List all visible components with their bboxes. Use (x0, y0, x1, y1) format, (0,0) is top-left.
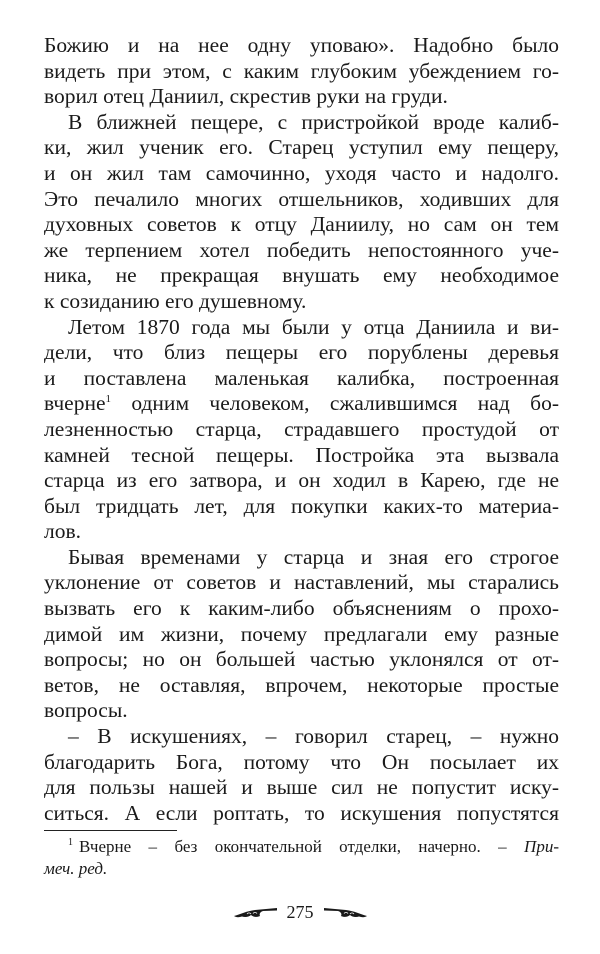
footnote-attribution: При- (524, 837, 559, 856)
footnote-line (44, 836, 559, 858)
text-line: был тридцать лет, для покупки каких-то материа- (44, 493, 559, 518)
page-body (44, 33, 559, 826)
text-line: камней тесной пещеры. Постройка эта вызвала (44, 442, 559, 467)
text-line: и он жил там самочинно, уходя часто и надолго. (44, 160, 559, 185)
text-line-with-footnote-ref (44, 391, 559, 417)
paragraph-start-line: Летом 1870 года мы были у отца Даниила и ви- (68, 314, 559, 339)
text-line: ветов, не оставляя, впрочем, некоторые простые (44, 672, 559, 697)
text-line: ника, не прекращая внушать ему необходимое (44, 263, 559, 288)
text-line: ворил отец Даниил, скрестив руки на груди. (44, 84, 448, 109)
text-line: дели, что близ пещеры его порублены деревья (44, 340, 559, 365)
flourish-left-ornament (233, 905, 277, 919)
footnote-marker: 1 (68, 837, 73, 848)
page-number: 275 (286, 902, 314, 922)
text-line: старца из его затвора, и он ходил в Карею, где не (44, 468, 559, 493)
flourish-right-ornament (324, 905, 368, 919)
page-footer (0, 902, 600, 922)
text-line: Это печалило многих отшельников, ходивших для (44, 186, 559, 211)
text-line: видеть при этом, с каким глубоким убеждением го- (44, 58, 559, 83)
paragraph-start-line: – В искушениях, – говорил старец, – нужно (68, 724, 559, 749)
text-line: лезненностью старца, страдавшего простудой от (44, 416, 559, 441)
text-line: ки, жил ученик его. Старец уступил ему пещеру, (44, 135, 559, 160)
text-line: лов. (44, 519, 82, 544)
text-line: же терпением хотел победить непостоянного уче- (44, 237, 559, 262)
footnote (44, 836, 559, 880)
text-line: вопросы. (44, 698, 128, 723)
footnote-divider (44, 830, 177, 831)
text-line: духовных советов к отцу Даниилу, но сам он тем (44, 212, 559, 237)
footnote-attribution-line: меч. ред. (44, 859, 108, 878)
footnote-reference[interactable]: 1 (105, 393, 111, 406)
text-line: к созиданию его душевному. (44, 288, 307, 313)
text-line: вопросы; но он большей частью уклонялся от от- (44, 647, 559, 672)
paragraph-start-line: В ближней пещере, с пристройкой вроде калиб- (68, 109, 559, 134)
text-line: и поставлена маленькая калибка, построенная (44, 365, 559, 390)
text-line: уклонение от советов и наставлений, мы старались (44, 570, 559, 595)
text-segment: одним человеком, сжалившимся над бо- (111, 391, 559, 416)
text-line: для пользы нашей и выше сил не попустит иску- (44, 775, 559, 800)
paragraph-start-line: Бывая временами у старца и зная его строгое (68, 544, 559, 569)
text-line: димой им жизни, почему предлагали ему разные (44, 621, 559, 646)
text-line: ситься. А если роптать, то искушения попустятся (44, 800, 559, 825)
text-line: вызвать его к каким-либо объяснениям о прохо- (44, 596, 559, 621)
text-segment: вчерне (44, 391, 106, 416)
footnote-text: Вчерне – без окончательной отделки, начерно. – (79, 837, 525, 856)
text-line: Божию и на нее одну уповаю». Надобно было (44, 33, 559, 57)
text-line: благодарить Бога, потому что Он посылает их (44, 749, 559, 774)
